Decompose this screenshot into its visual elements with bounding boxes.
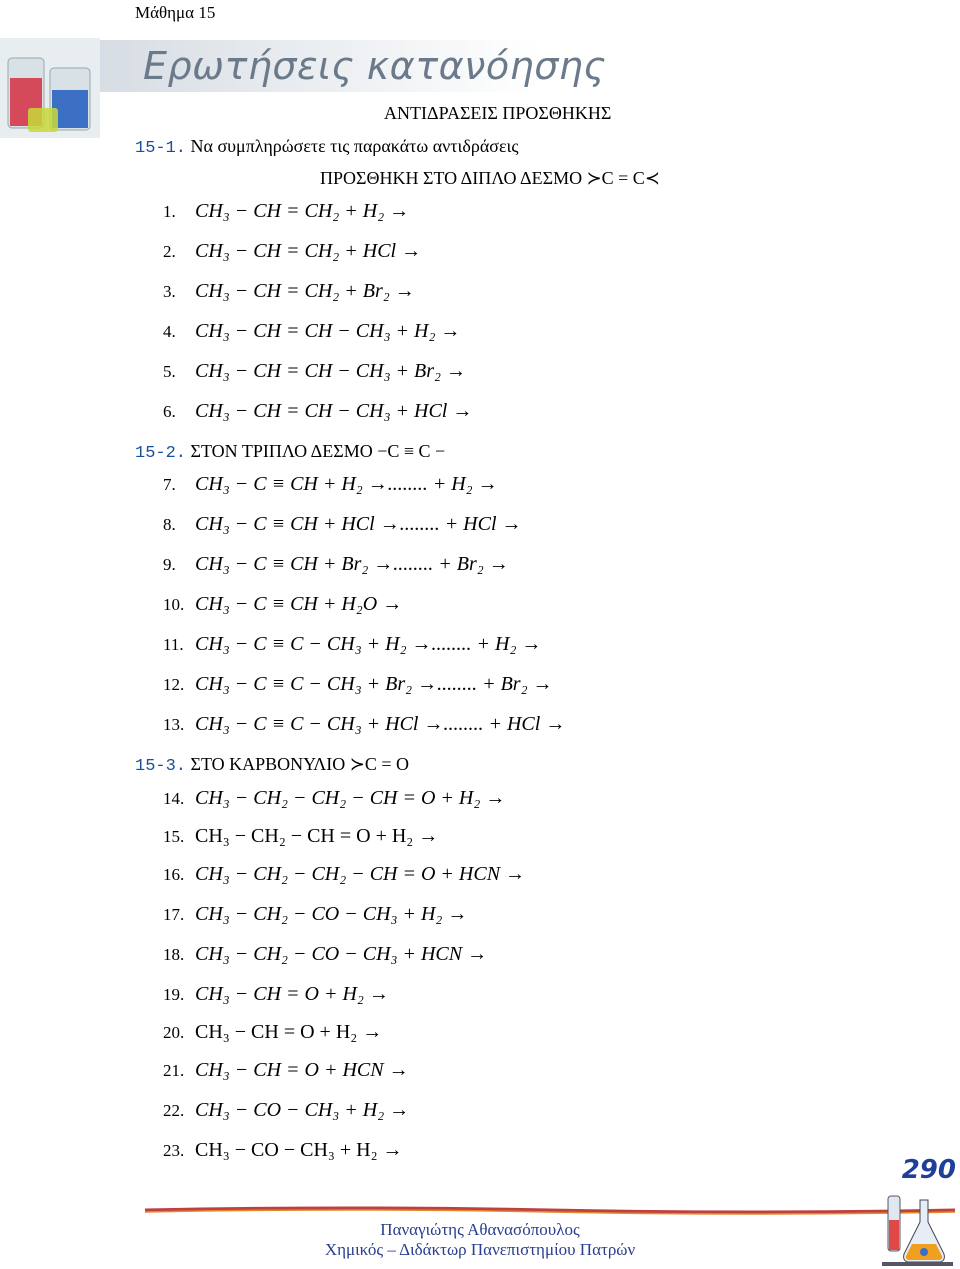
reaction-equation: CH₃ − CH = O + H₂ → [195, 1021, 383, 1043]
reaction-equation: CH₃ − C ≡ C − CH₃ + HCl →........ + HCl → [195, 713, 566, 735]
reaction-number: 23. [163, 1141, 185, 1160]
question-number: 15-1. [135, 139, 187, 158]
footer-affiliation: Χημικός – Διδάκτωρ Πανεπιστημίου Πατρών [324, 1240, 636, 1259]
reaction-equation: CH₃ − CO − CH₃ + H₂ → [195, 1139, 403, 1161]
reaction-number: 19. [163, 985, 185, 1004]
reaction-number: 20. [163, 1023, 185, 1042]
reaction-equation: CH₃ − CH = O + HCN → [195, 1059, 409, 1081]
reaction-number: 5. [163, 362, 176, 381]
reaction-item [163, 787, 505, 810]
question-text: ΣΤΟ ΚΑΡΒΟΝΥΛΙΟ ≻C = O [190, 754, 410, 774]
reaction-number: 22. [163, 1101, 185, 1120]
reaction-item [163, 553, 509, 576]
reaction-equation: CH₃ − CH = CH − CH₃ + HCl → [195, 400, 473, 422]
question-text: ΣΤΟΝ ΤΡΙΠΛΟ ΔΕΣΜΟ −C ≡ C − [190, 441, 446, 461]
subheading-double-bond: ΠΡΟΣΘΗΚΗ ΣΤΟ ΔΙΠΛΟ ΔΕΣΜΟ ≻C = C≺ [320, 168, 660, 188]
footer-author: Παναγιώτης Αθανασόπουλος [380, 1220, 580, 1239]
reaction-number: 9. [163, 555, 176, 574]
reaction-number: 1. [163, 202, 176, 221]
reaction-item [163, 320, 460, 343]
reaction-item [163, 240, 421, 263]
reaction-item [163, 903, 467, 926]
section-heading: ΑΝΤΙΔΡΑΣΕΙΣ ΠΡΟΣΘΗΚΗΣ [384, 103, 612, 123]
reaction-item [163, 280, 415, 303]
reaction-number: 17. [163, 905, 185, 924]
reaction-item [163, 1099, 409, 1122]
reaction-equation: CH₃ − C ≡ CH + Br₂ →........ + Br₂ → [195, 553, 509, 575]
reaction-equation: CH₃ − C ≡ CH + HCl →........ + HCl → [195, 513, 522, 535]
page-title: Ερωτήσεις κατανόησης [143, 44, 607, 88]
reaction-number: 13. [163, 715, 185, 734]
beakers-image [0, 38, 100, 138]
reaction-number: 4. [163, 322, 176, 341]
reaction-number: 8. [163, 515, 176, 534]
reaction-item [163, 825, 438, 848]
reaction-number: 18. [163, 945, 185, 964]
reaction-number: 21. [163, 1061, 185, 1080]
reaction-equation: CH₃ − C ≡ CH + H₂O → [195, 593, 403, 615]
reaction-equation: CH₃ − CH₂ − CO − CH₃ + HCN → [195, 943, 488, 965]
reaction-equation: CH₃ − C ≡ C − CH₃ + H₂ →........ + H₂ → [195, 633, 542, 655]
reaction-equation: CH₃ − CH = O + H₂ → [195, 983, 389, 1005]
reaction-number: 3. [163, 282, 176, 301]
reaction-number: 10. [163, 595, 185, 614]
reaction-item [163, 1139, 403, 1162]
reaction-equation: CH₃ − CH = CH − CH₃ + H₂ → [195, 320, 461, 342]
reaction-item [163, 713, 565, 736]
question-number: 15-3. [135, 757, 187, 776]
reaction-number: 11. [163, 635, 184, 654]
reaction-number: 6. [163, 402, 176, 421]
reaction-item [163, 863, 525, 886]
reaction-equation: CH₃ − C ≡ CH + H₂ →........ + H₂ → [195, 473, 498, 495]
question-15-2 [135, 441, 445, 463]
reaction-item [163, 400, 472, 423]
reaction-item [163, 200, 409, 223]
reaction-number: 16. [163, 865, 185, 884]
reaction-item [163, 1021, 382, 1044]
question-number: 15-2. [135, 444, 187, 463]
reaction-equation: CH₃ − CH = CH₂ + H₂ → [195, 200, 410, 222]
reaction-equation: CH₃ − C ≡ C − CH₃ + Br₂ →........ + Br₂ → [195, 673, 553, 695]
reaction-number: 15. [163, 827, 185, 846]
reaction-equation: CH₃ − CH₂ − CH₂ − CH = O + HCN → [195, 863, 526, 885]
reaction-item [163, 983, 389, 1006]
question-15-1 [135, 136, 519, 158]
reaction-item [163, 943, 487, 966]
reaction-item [163, 360, 466, 383]
question-text: Να συμπληρώσετε τις παρακάτω αντιδράσεις [190, 136, 519, 156]
reaction-number: 2. [163, 242, 176, 261]
reaction-number: 7. [163, 475, 176, 494]
reaction-number: 12. [163, 675, 185, 694]
reaction-equation: CH₃ − CH = CH₂ + HCl → [195, 240, 422, 262]
reaction-equation: CH₃ − CH₂ − CH = O + H₂ → [195, 825, 439, 847]
footer-rule [145, 1205, 955, 1215]
page-number: 290 [901, 1155, 956, 1185]
reaction-item [163, 673, 553, 696]
reaction-equation: CH₃ − CH₂ − CH₂ − CH = O + H₂ → [195, 787, 506, 809]
question-15-3 [135, 754, 409, 776]
reaction-item [163, 593, 402, 616]
reaction-item [163, 473, 498, 496]
reaction-item [163, 1059, 409, 1082]
reaction-equation: CH₃ − CH = CH − CH₃ + Br₂ → [195, 360, 466, 382]
reaction-item [163, 633, 541, 656]
lesson-header: Μάθημα 15 [135, 3, 216, 22]
lab-flask-icon [880, 1190, 955, 1268]
reaction-number: 14. [163, 789, 185, 808]
reaction-item [163, 513, 522, 536]
reaction-equation: CH₃ − CO − CH₃ + H₂ → [195, 1099, 410, 1121]
reaction-equation: CH₃ − CH = CH₂ + Br₂ → [195, 280, 415, 302]
reaction-equation: CH₃ − CH₂ − CO − CH₃ + H₂ → [195, 903, 468, 925]
